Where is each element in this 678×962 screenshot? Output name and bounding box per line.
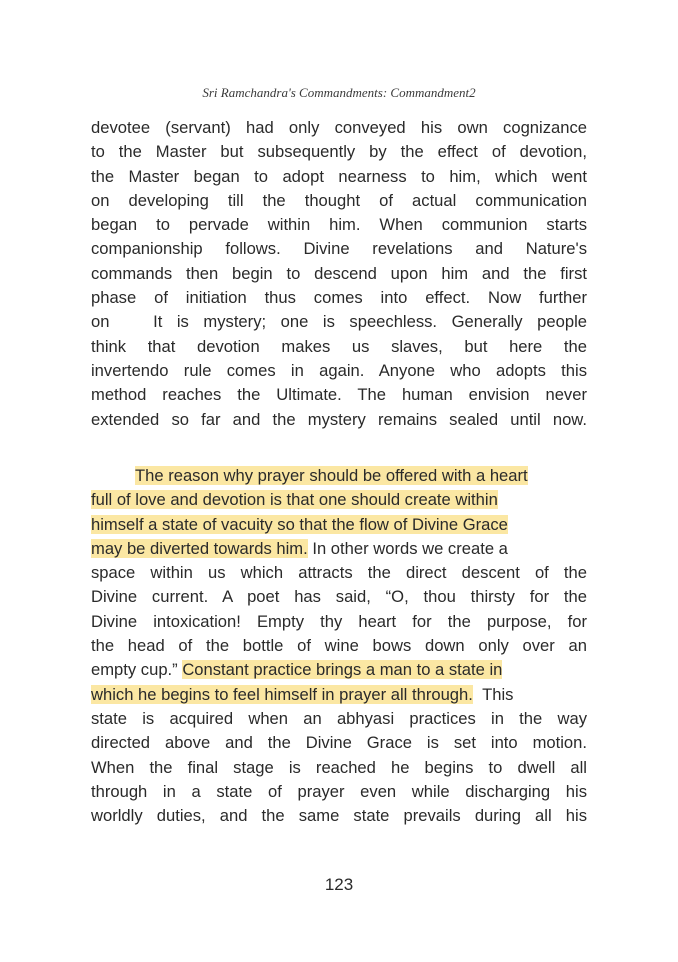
highlighted-text: The reason why prayer should be offered with a heart: [135, 466, 528, 485]
line-text: This: [472, 684, 514, 704]
highlighted-text: Constant practice brings a man to a state in: [182, 660, 503, 680]
text-line: extended so far and the mystery remains sealed until now.: [91, 409, 587, 429]
text-line: space within us which attracts the direct descent of the: [91, 563, 587, 583]
text-line: Divine current. A poet has said, “O, thou thirsty for the: [91, 587, 587, 607]
text-line: worldly duties, and the same state prevails during all his: [91, 806, 587, 826]
text-line: think that devotion makes us slaves, but here the: [91, 336, 587, 356]
text-line: [91, 513, 587, 537]
text-line: phase of initiation thus comes into effect. Now further: [91, 288, 587, 308]
text-line: [91, 488, 587, 512]
text-line: When the final stage is reached he begins to dwell all: [91, 757, 587, 777]
text-line: [91, 683, 587, 707]
text-line: devotee (servant) had only conveyed his own cognizance: [91, 118, 587, 137]
text-line: Divine intoxication! Empty thy heart for the purpose, for: [91, 611, 587, 631]
text-line: the head of the bottle of wine bows down only over an: [91, 636, 587, 656]
line-text: In other words we create a: [307, 538, 508, 558]
text-line: the Master began to adopt nearness to him, which went: [91, 166, 587, 186]
text-line: to the Master but subsequently by the effect of devotion,: [91, 142, 587, 162]
highlighted-text: which he begins to feel himself in prayer all through.: [91, 684, 473, 704]
page-number: 123: [324, 875, 354, 894]
paragraph-1: [91, 116, 587, 432]
text-line: state is acquired when an abhyasi practices in the way: [91, 708, 587, 728]
line-text: empty cup.”: [91, 660, 183, 680]
text-line: began to pervade within him. When communion starts: [91, 215, 587, 235]
text-line: companionship follows. Divine revelations and Nature's: [91, 239, 587, 259]
text-line: on developing till the thought of actual communication: [91, 190, 587, 210]
highlighted-text: himself a state of vacuity so that the flow of Divine Grace: [91, 514, 508, 534]
text-line: invertendo rule comes in again. Anyone who adopts this: [91, 360, 587, 380]
paragraph-2: [91, 464, 587, 828]
text-line: [91, 464, 587, 488]
text-line: directed above and the Divine Grace is set into motion.: [91, 733, 587, 753]
highlighted-text: may be diverted towards him.: [91, 538, 308, 558]
running-head: Sri Ramchandra's Commandments: Commandment2: [202, 85, 476, 100]
text-line: through in a state of prayer even while discharging his: [91, 781, 587, 801]
text-line: [91, 537, 587, 561]
text-line: commands then begin to descend upon him and the first: [91, 263, 587, 283]
text-line: on It is mystery; one is speechless. Generally people: [91, 312, 587, 332]
highlighted-text: full of love and devotion is that one should create within: [91, 490, 498, 510]
text-line: [91, 658, 587, 682]
text-line: method reaches the Ultimate. The human envision never: [91, 385, 587, 405]
